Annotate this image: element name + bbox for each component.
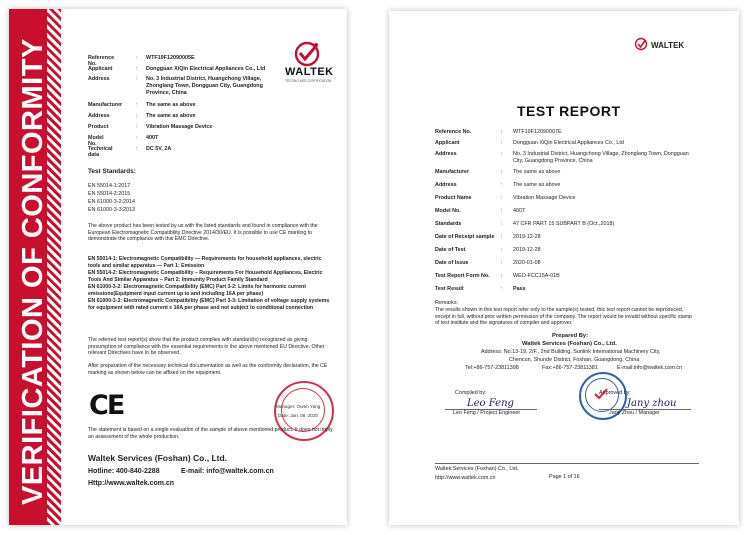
signature-compiler: Leo Feng xyxy=(467,398,514,409)
standard-description: EN 55014-2: Electromagnetic Compatibility – Requirements For Household Appliances, Electric Tools And Similar Apparatus – Part 2: Immunity Product Family Standard xyxy=(88,270,323,283)
signer-compiler: Leo Feng / Project Engineer xyxy=(453,410,521,416)
prepared-address: Chencun, Shunde District, Foshan, Guangdong, China xyxy=(509,357,640,363)
email: E-mail:info@waltek.com.cn xyxy=(617,365,683,371)
report-title: TEST REPORT xyxy=(517,103,621,119)
standard-description: EN 61000-3-2: Electromagnetic Compatibility (EMC) Part 3-2: Limits for harmonic current emissions(Equipment input current up to and including 16A per phase) xyxy=(88,284,306,297)
verification-certificate: VERIFICATION OF CONFORMITY WALTEK TESTING AND CERTIFICATION Reference No. : WTF19F12090005E Applicant : Dongguan XiQin Electrical Appliances Co., Ltd Address : No. 3 Industrial District, Huangchong Village, Zhonglang Town, Dongguan City, Guangdong Province, China Manufacturer : The same as above Address : The same as above Product : Vibration Massage Device Model No. : 400T Technical data : DC 5V, 2A Test Standards: EN 55014-1:2017 EN 55014-2:2015 EN 61000-3-2:2014 EN 61000-3-3:2013 The above product has been tested by us with the listed standards and found in compliance with the European Electromagnetic Compatibility Directive 2014/30/EU. It is possible to use CE marking to demonstrate the compliance with this EMC Directive. EN 55014-1: Electromagnetic Compatibility — Requirements for household appliances, electric tools and similar apparatus — Part 1: Emission EN 55014-2: Electromagnetic Compatibility – Requirements For Household Appliances, Electric Tools And Similar Apparatus – Part 2: Immunity Product Family Standard EN 61000-3-2: Electromagnetic Compatibility (EMC) Part 3-2: Limits for harmonic current emissions(Equipment input current up to and including 16A per phase) EN 61000-3-3: Electromagnetic Compatibility (EMC) Part 3-3: Limitation of voltage supply systems for equipment with rated current ≤ 16A per phase and not subject to conditional connection The referred test report(s) show that the product complies with standard(s) recognized as giving presumption of compliance with the essential requirements in the above mentioned EU Directive. Other relevant Directives have to be observed. After preparation of the necessary technical documentation as well as the conformity declaration, the CE marking as shown below can be affixed on the equipment. CE Manager: Owen Yang Date: Jan. 08, 2020 The statement is based on a single evaluation of the sample of above mentioned product. It does not imply an assessment of the whole production. Waltek Services (Foshan) Co., Ltd. Hotline: 400-840-2288 E-mail: info@waltek.com.cn Http://www.waltek.com.cn xyxy=(9,9,347,525)
compiled-by-label: Compiled by: xyxy=(455,390,487,396)
vertical-title: VERIFICATION OF CONFORMITY xyxy=(17,38,49,505)
signature-approver: Jany zhou xyxy=(627,398,677,409)
company-name: Waltek Services (Foshan) Co., Ltd. xyxy=(88,453,228,463)
standard-item: EN 55014-1:2017 xyxy=(88,183,131,189)
standard-description: EN 55014-1: Electromagnetic Compatibility — Requirements for household appliances, electric tools and similar apparatus — Part 1: Emission xyxy=(88,256,322,269)
page-number: Page 1 of 16 xyxy=(549,474,580,480)
standard-item: EN 55014-2:2015 xyxy=(88,191,131,197)
footer-company: Waltek Services (Foshan) Co., Ltd. xyxy=(435,466,519,472)
fax: Fax:+86-757-23811381 xyxy=(542,365,598,371)
waltek-logo xyxy=(285,41,334,83)
tel: Tel:+86-757-23811398 xyxy=(465,365,519,371)
report-logo xyxy=(633,37,649,56)
report-logo-brand: WALTEK xyxy=(651,41,685,50)
logo-brand: WALTEK xyxy=(285,66,334,78)
website: Http://www.waltek.com.cn xyxy=(88,480,175,487)
approved-by-label: Approved by: xyxy=(599,390,631,396)
ce-mark: CE xyxy=(89,390,124,421)
closing-statement: The referred test report(s) show that the product complies with standard(s) recognized as giving presumption of compliance with the essential requirements in the above mentioned EU Directive. Other relevant Directives have to be observed. xyxy=(88,337,325,357)
standards-heading: Test Standards: xyxy=(88,168,136,175)
standard-description: EN 61000-3-3: Electromagnetic Compatibility (EMC) Part 3-3: Limitation of voltage supply systems for equipment with rated current ≤ 16A per phase and not subject to conditional connection xyxy=(88,298,330,311)
standard-item: EN 61000-3-3:2013 xyxy=(88,207,136,213)
stamp-emblem-icon xyxy=(593,388,609,400)
waltek-emblem-icon xyxy=(633,37,649,51)
remarks-label: Remarks: xyxy=(435,300,459,306)
footer-divider xyxy=(435,463,699,464)
footer-website: http://www.waltek.com.cn xyxy=(435,475,496,481)
disclaimer: The statement is based on a single evaluation of the sample of above mentioned product. It does not imply an assessment of the whole production. xyxy=(88,427,333,440)
logo-tagline: TESTING AND CERTIFICATION xyxy=(285,79,332,83)
test-report: WALTEK TEST REPORT Reference No. : WTF19F12090007E Applicant : Dongguan XiQin Electrical Appliances Co., Ltd Address : No. 3 Industrial District, Huangchong Village, Zhonglang Town, Dongguan City, Guangdong Province, China Manufacturer : The same as above Address : The same as above Product Name : Vibration Massage Device Model No. : 400T Standards : 47 CFR PART 15 SUBPART B (Oct.,2018) Date of Receipt sample : 2019-12-28 Date of Test : 2019-12-28 Date of Issue : 2020-01-08 Test Report Form No. : WEO-FCC15A-01B Test Result : Pass Remarks: The results shown in this test report refer only to the sample(s) tested, this test report cannot be reproduced, except in full, without prior written permission of the company. The report would be invalid without specific stamp of test institute and the signatures of compiler and approver. Prepared By: Waltek Services (Foshan) Co., Ltd. Address: No.13-19, 2/F., 2nd Building, Sunlink International Machinery City, Chencun, Shunde District, Foshan, Guangdong, China Tel:+86-757-23811398 Fax:+86-757-23811381 E-mail:info@waltek.com.cn Compiled by: Approved by: Leo Feng Jany zhou Leo Feng / Project Engineer Jany Zhou / Manager Waltek Services (Foshan) Co., Ltd. http://www.waltek.com.cn Page 1 of 16 xyxy=(389,11,739,525)
standard-item: EN 61000-3-2:2014 xyxy=(88,199,136,205)
hotline: Hotline: 400-840-2288 xyxy=(88,468,160,475)
closing-statement: After preparation of the necessary technical documentation as well as the conformity declaration, the CE marking as shown below can be affixed on the equipment. xyxy=(88,363,328,376)
stamp-manager: Manager: Owen Yang xyxy=(276,404,321,409)
prepared-address: Address: No.13-19, 2/F., 2nd Building, Sunlink International Machinery City, xyxy=(481,349,661,355)
prepared-company: Waltek Services (Foshan) Co., Ltd. xyxy=(522,341,617,347)
remarks-text: The results shown in this test report refer only to the sample(s) tested, this test report cannot be reproduced, except in full, without prior written permission of the company. The report would be invalid without specific stamp of test institute and the signatures of compiler and approver. xyxy=(435,307,692,327)
waltek-emblem-icon xyxy=(285,41,329,67)
stamp-date: Date: Jan. 08, 2020 xyxy=(278,413,319,418)
email: E-mail: info@waltek.com.cn xyxy=(181,468,274,475)
prepared-by-label: Prepared By: xyxy=(552,333,589,339)
compliance-intro: The above product has been tested by us with the listed standards and found in compliance with the European Electromagnetic Compatibility Directive 2014/30/EU. It is possible to use CE marking to demonstrate the compliance with this EMC Directive. xyxy=(88,223,318,243)
signer-approver: Jany Zhou / Manager xyxy=(609,410,660,416)
